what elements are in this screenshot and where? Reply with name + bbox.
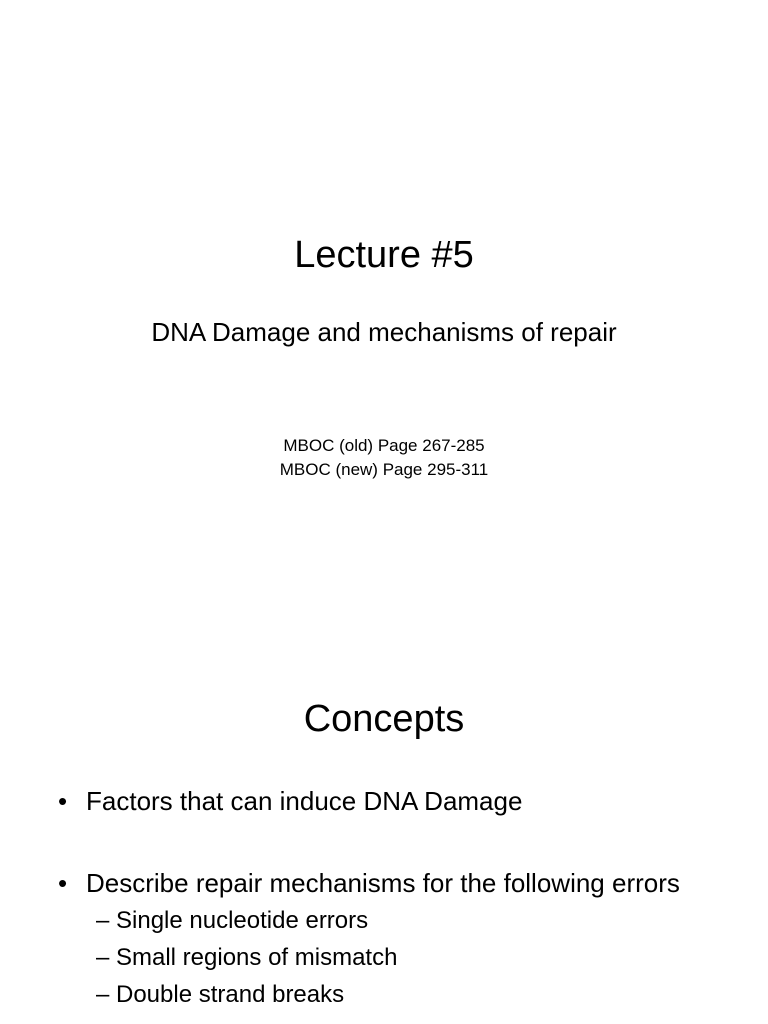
sub-list-item [96, 976, 738, 1013]
concepts-list [58, 784, 738, 1013]
sub-list-item [96, 939, 738, 976]
dash-marker: – [96, 907, 110, 934]
dash-marker: – [96, 944, 110, 971]
sub-list-item [96, 902, 738, 939]
concepts-slide [0, 576, 768, 1024]
concepts-title: Concepts [303, 698, 465, 740]
reference-new-edition: MBOC (new) Page 295-311 [279, 460, 489, 479]
sub-item-text: Double strand breaks [116, 981, 345, 1008]
sub-list [86, 902, 738, 1013]
list-item [58, 866, 738, 1013]
dash-marker: – [96, 981, 110, 1008]
sub-item-text: Single nucleotide errors [116, 907, 369, 934]
bullet-marker: • [58, 868, 68, 898]
list-item [58, 784, 738, 818]
bullet-marker: • [58, 786, 68, 816]
reference-old-edition: MBOC (old) Page 267-285 [283, 436, 485, 455]
bullet-text: Describe repair mechanisms for the following errors [86, 868, 680, 898]
lecture-title: Lecture #5 [294, 234, 474, 276]
sub-item-text: Small regions of mismatch [116, 944, 398, 971]
lecture-subtitle: DNA Damage and mechanisms of repair [151, 317, 617, 347]
textbook-references [0, 434, 768, 482]
bullet-text: Factors that can induce DNA Damage [86, 786, 523, 816]
